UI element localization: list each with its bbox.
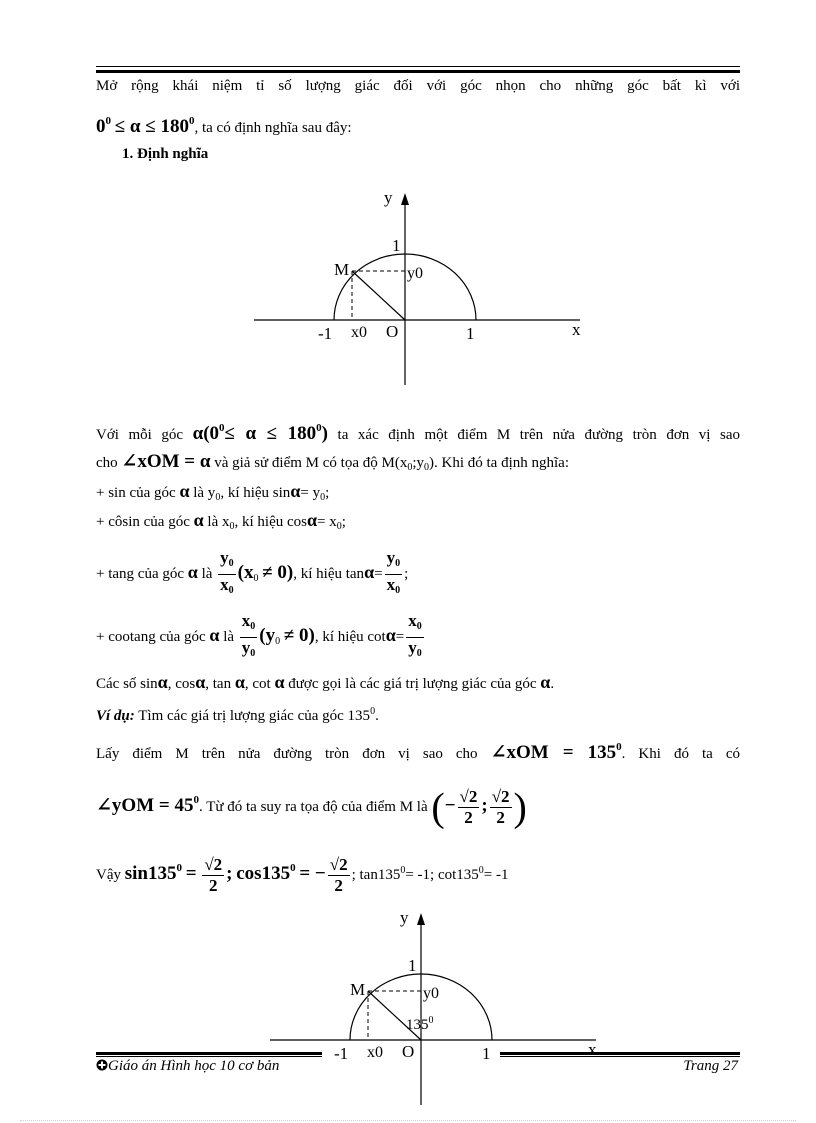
example-semicircle-figure — [266, 905, 606, 1110]
origin-label-2: O — [402, 1042, 415, 1061]
y-axis-arrow-icon — [401, 193, 409, 205]
page-bottom-separator — [20, 1120, 796, 1121]
one-top-label: 1 — [392, 236, 401, 255]
right-paren: ) — [513, 784, 527, 830]
example-line-2: Lấy điểm M trên nửa đường tròn đơn vị sao cho ∠xOM = $135^0$. Khi đó ta có — [96, 741, 741, 763]
plus-circle-icon — [96, 1059, 108, 1071]
intro-line-2: $0^0 \le \alpha \le 180^0$, ta có định nghĩa sau đây: — [96, 115, 352, 137]
unit-semicircle-figure — [250, 185, 590, 390]
example-line-3: ∠yOM = $45^0$. Từ đó ta suy ra tọa độ của điểm M là (− $\frac{√2}{2}$ ; $\frac{√2}{2}$ ) — [96, 784, 527, 830]
x-label-2: x — [588, 1040, 597, 1059]
footer-rule-right — [500, 1052, 740, 1055]
sin-definition: + sin của góc α là $y_0$, kí hiệu $\sin\alpha= y_0$; — [96, 481, 330, 503]
radius-om — [352, 271, 405, 320]
x0-label-2: x0 — [367, 1044, 383, 1061]
definition-line-1: Với mỗi góc $\alpha(0^0\le \alpha \le 180^0)$ ta xác định một điểm M trên nửa đường tròn đơn vị sao — [96, 422, 741, 444]
page-number: Trang 27 — [683, 1058, 738, 1074]
left-paren: ( — [431, 784, 445, 830]
section-heading: 1. Định nghĩa — [122, 146, 209, 162]
summary-line: Các số sinα, cosα, tan α, cot α được gọi là các giá trị lượng giác của góc α. — [96, 672, 555, 692]
definition-line-2: cho ∠xOM = α và giả sử điểm M có tọa độ $M(x_0;y_0)$. Khi đó ta định nghĩa: — [96, 451, 569, 473]
footer-rule-right-thin — [500, 1056, 740, 1057]
header-rule-thin — [96, 66, 740, 67]
fraction-sin-value: $\frac{√2}{2}$ — [204, 855, 223, 896]
fraction-sqrt2-over-2-b: $\frac{√2}{2}$ — [491, 787, 510, 828]
minus-one-label-2: -1 — [334, 1044, 349, 1063]
footer-title: Giáo án Hình học 10 cơ bản — [96, 1058, 279, 1075]
m-label-2: M — [350, 980, 366, 999]
x-label: x — [572, 320, 581, 339]
cot-definition: + cootang của góc α là $\frac{x_0}{y_0}$ $(y_0 \ne 0)$, kí hiệu cotα= $\frac{x_0}{y_0}$ — [96, 611, 740, 664]
header-rule-thick — [96, 70, 740, 73]
footer-rule-left — [96, 1052, 322, 1055]
one-right-label-2: 1 — [482, 1044, 491, 1063]
fraction-y0-x0: $\frac{y_0}{x_0}$ — [220, 548, 234, 596]
y0-label-2: y0 — [423, 985, 439, 1002]
fraction-x0-y0: $\frac{x_0}{y_0}$ — [241, 611, 256, 659]
origin-label: O — [386, 322, 399, 341]
fraction-sqrt2-over-2: $\frac{√2}{2}$ — [459, 787, 478, 828]
minus-one-label: -1 — [318, 324, 333, 343]
footer-rule-left-thin — [96, 1056, 322, 1057]
fraction-x0-y0-2: $\frac{x_0}{y_0}$ — [408, 611, 422, 659]
x0-label: x0 — [351, 324, 367, 341]
y-axis-arrow-icon-2 — [417, 913, 425, 925]
tan-definition: + tang của góc α là $\frac{y_0}{x_0}$ $(x_0 \ne 0)$, kí hiệu tanα= $\frac{y_0}{x_0}$ ; — [96, 548, 740, 601]
cos-definition: + côsin của góc α là $x_0$, kí hiệu $\cos\alpha= x_0$; — [96, 510, 346, 532]
fraction-y0-x0-2: $\frac{y_0}{x_0}$ — [386, 548, 401, 596]
fraction-cos-value: $\frac{√2}{2}$ — [329, 855, 348, 896]
y-label: y — [384, 188, 393, 207]
one-right-label: 1 — [466, 324, 475, 343]
m-label: M — [334, 260, 350, 279]
one-top-label-2: 1 — [408, 956, 417, 975]
angle-label: $135^0$ — [406, 1015, 434, 1033]
result-line: Vậy $\sin 135^0$ = $\frac{√2}{2}$ ; $\cos 135^0$ = − $\frac{√2}{2}$ ; $\tan 135^0= -1$; $\cot 135^0= -1$ — [96, 855, 509, 896]
intro-line-1: Mở rộng khái niệm tỉ số lượng giác đối với góc nhọn cho những góc bất kì với — [96, 78, 740, 94]
y-label-2: y — [400, 908, 409, 927]
y0-label: y0 — [407, 265, 423, 282]
example-line: Ví dụ: Tìm các giá trị lượng giác của góc $135^0$. — [96, 706, 379, 724]
